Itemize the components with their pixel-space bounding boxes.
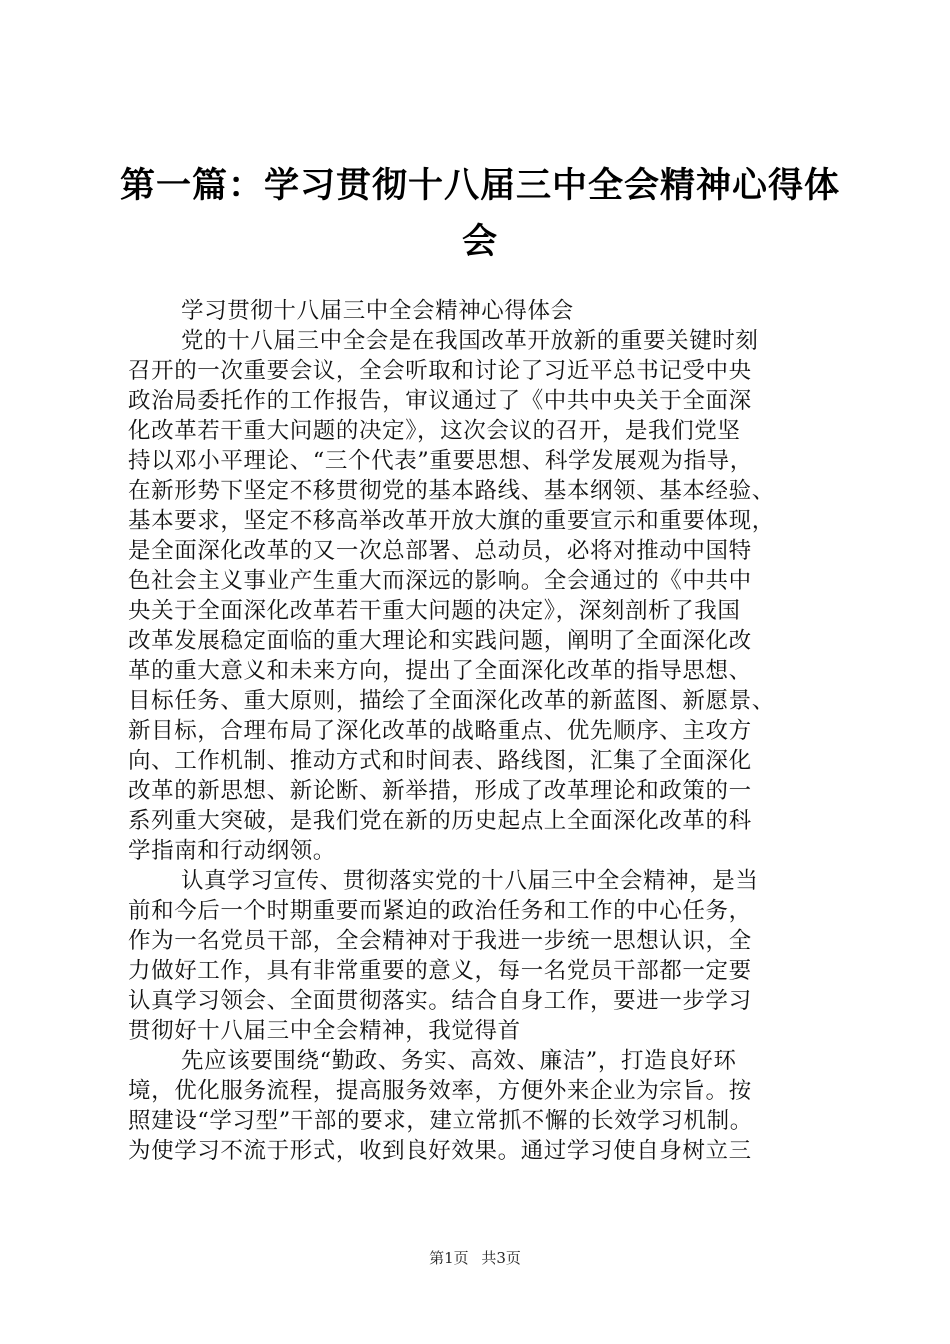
body-text-line: 是全面深化改革的又一次总部署、总动员，必将对推动中国特 [128, 538, 752, 564]
body-text-line: 向、工作机制、推动方式和时间表、路线图，汇集了全面深化 [128, 748, 752, 774]
body-text-line: 持以邓小平理论、“三个代表”重要思想、科学发展观为指导， [128, 448, 753, 474]
body-text-line: 系列重大突破，是我们党在新的历史起点上全面深化改革的科 [128, 808, 752, 834]
body-text-line: 新目标，合理布局了深化改革的战略重点、优先顺序、主攻方 [128, 718, 752, 744]
body-text-line: 色社会主义事业产生重大而深远的影响。全会通过的《中共中 [128, 568, 752, 594]
document-title [120, 158, 840, 270]
body-text-line: 照建设“学习型”干部的要求，建立常抓不懈的长效学习机制。 [128, 1108, 753, 1134]
body-text-line: 境，优化服务流程，提高服务效率，方便外来企业为宗旨。按 [128, 1078, 752, 1104]
body-text-line: 前和今后一个时期重要而紧迫的政治任务和工作的中心任务， [128, 898, 752, 924]
body-text-line: 化改革若干重大问题的决定》，这次会议的召开，是我们党坚 [128, 418, 741, 444]
body-text-line: 力做好工作，具有非常重要的意义，每一名党员干部都一定要 [128, 958, 752, 984]
page-footer [0, 1247, 950, 1268]
body-text-line: 政治局委托作的工作报告，审议通过了《中共中央关于全面深 [128, 388, 752, 414]
body-text-line: 在新形势下坚定不移贯彻党的基本路线、基本纲领、基本经验、 [128, 478, 775, 504]
body-text-line: 基本要求，坚定不移高举改革开放大旗的重要宣示和重要体现， [128, 508, 775, 534]
body-text-line: 认真学习领会、全面贯彻落实。结合自身工作，要进一步学习 [128, 988, 752, 1014]
title-line: 会 [461, 222, 498, 262]
body-text-line: 革的重大意义和未来方向，提出了全面深化改革的指导思想、 [128, 658, 752, 684]
title-line: 第一篇：学习贯彻十八届三中全会精神心得体 [120, 166, 841, 206]
body-text-line: 党的十八届三中全会是在我国改革开放新的重要关键时刻 [181, 328, 759, 354]
body-text-line: 改革发展稳定面临的重大理论和实践问题，阐明了全面深化改 [128, 628, 752, 654]
body-text-line: 学习贯彻十八届三中全会精神心得体会 [181, 298, 574, 324]
page-total: 共3页 [481, 1249, 521, 1267]
body-text-line: 贯彻好十八届三中全会精神，我觉得首 [128, 1018, 521, 1044]
document-body [128, 296, 828, 1166]
body-text-line: 为使学习不流于形式，收到良好效果。通过学习使自身树立三 [128, 1138, 752, 1164]
body-text-line: 作为一名党员干部，全会精神对于我进一步统一思想认识，全 [128, 928, 752, 954]
body-text-line: 改革的新思想、新论断、新举措，形成了改革理论和政策的一 [128, 778, 752, 804]
page-number: 第1页 [429, 1249, 469, 1267]
body-text-line: 先应该要围绕“勤政、务实、高效、廉洁”，打造良好环 [181, 1048, 737, 1074]
body-text-line: 目标任务、重大原则，描绘了全面深化改革的新蓝图、新愿景、 [128, 688, 775, 714]
body-text-line: 学指南和行动纲领。 [128, 838, 336, 864]
body-text-line: 认真学习宣传、贯彻落实党的十八届三中全会精神，是当 [181, 868, 759, 894]
body-text-line: 央关于全面深化改革若干重大问题的决定》，深刻剖析了我国 [128, 598, 741, 624]
body-text-line: 召开的一次重要会议，全会听取和讨论了习近平总书记受中央 [128, 358, 752, 384]
